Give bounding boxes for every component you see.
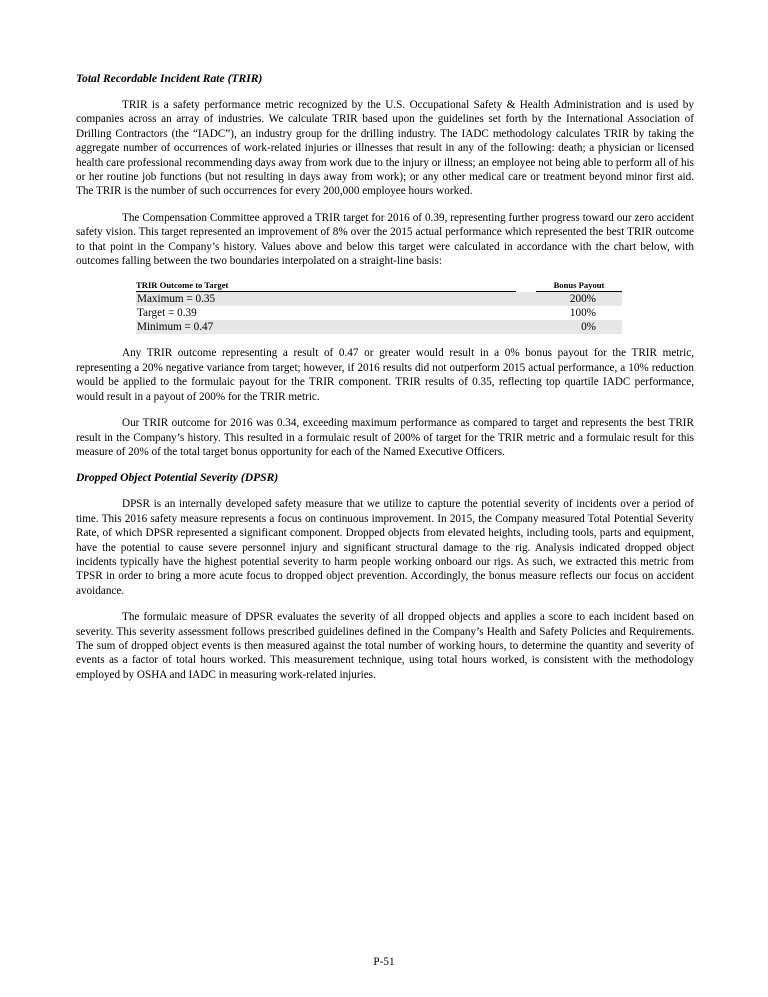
trir-paragraph-1: TRIR is a safety performance metric recognized by the U.S. Occupational Safety & Health Administration and is used by companies across an array of industries. We calculate TRIR based upon the guidelines set forth by the International Association of Drilling Contractors (the “IADC”), an industry group for the drilling industry. The IADC methodology calculates TRIR by taking the aggregate number of occurrences of work-related injuries or illnesses that result in any of the following: death; a physician or licensed health care professional recommending days away from work due to the injury or illness; an employee not being able to perform all of his or her routine job functions (but not resulting in days away from work); or any other medical care or treatment beyond minor first aid. The TRIR is the number of such occurrences for every 200,000 employee hours worked. — [76, 99, 694, 198]
row-label: Maximum = 0.35 — [137, 293, 216, 306]
trir-paragraph-2: The Compensation Committee approved a TRIR target for 2016 of 0.39, representing further progress toward our zero accident safety vision. This target represented an improvement of 8% over the 2015 actual performance which represented the best TRIR outcome to that point in the Company’s history. Values above and below this target were calculated in accordance with the chart below, with outcomes falling between the two boundaries interpolated on a straight-line basis: — [76, 211, 694, 268]
table-header — [136, 280, 622, 292]
trir-paragraph-4: Our TRIR outcome for 2016 was 0.34, exceeding maximum performance as compared to target and represents the best TRIR result in the Company’s history. This resulted in a formulaic result of 200% of target for the TRIR metric and a formulaic result for this measure of 20% of the total target bonus opportunity for each of the Named Executive Officers. — [76, 417, 694, 458]
table-row — [136, 306, 622, 320]
col-header-payout: Bonus Payout — [536, 280, 622, 292]
trir-heading: Total Recordable Incident Rate (TRIR) — [76, 72, 263, 85]
trir-payout-table — [136, 280, 622, 334]
col-header-outcome: TRIR Outcome to Target — [136, 280, 516, 292]
dpsr-paragraph-1: DPSR is an internally developed safety measure that we utilize to capture the potential severity of incidents over a period of time. This 2016 safety measure represents a focus on continuous improvement. In 2015, the Company measured Total Potential Severity Rate, of which DPSR represented a significant component. Dropped objects from elevated heights, including tools, parts and equipment, have the potential to cause severe personnel injury and significant structural damage to the rig. Analysis indicated dropped object incidents typically have the highest potential severity to harm people working onboard our rigs. As such, we extracted this metric from TPSR in order to bring a more acute focus to dropped object prevention. Accordingly, the bonus measure reflects our focus on accident avoidance. — [76, 498, 694, 597]
page-number: P-51 — [373, 956, 395, 968]
table-row — [136, 292, 622, 306]
dpsr-paragraph-2: The formulaic measure of DPSR evaluates the severity of all dropped objects and applies a score to each incident based on severity. This severity assessment follows prescribed guidelines defined in the Company’s Health and Safety Policies and Requirements. The sum of dropped object events is then measured against the total number of working hours, to determine the quantity and severity of events as a factor of total hours worked. This measurement technique, using total hours worked, is consistent with the methodology employed by OSHA and IADC in measuring work-related injuries. — [76, 611, 694, 681]
row-label: Minimum = 0.47 — [137, 321, 214, 334]
document-page — [76, 72, 694, 694]
row-value: 100% — [569, 307, 596, 320]
dpsr-heading: Dropped Object Potential Severity (DPSR) — [76, 471, 279, 485]
row-value: 0% — [581, 321, 596, 334]
row-label: Target = 0.39 — [137, 307, 197, 320]
trir-paragraph-3: Any TRIR outcome representing a result of 0.47 or greater would result in a 0% bonus payout for the TRIR metric, representing a 20% negative variance from target; however, if 2016 results did not outperform 2015 actual performance, a 10% reduction would be applied to the formulaic payout for the TRIR component. TRIR results of 0.35, reflecting top quartile IADC performance, would result in a payout of 200% for the TRIR metric. — [76, 347, 694, 403]
table-row — [136, 320, 622, 334]
row-value: 200% — [569, 293, 596, 306]
